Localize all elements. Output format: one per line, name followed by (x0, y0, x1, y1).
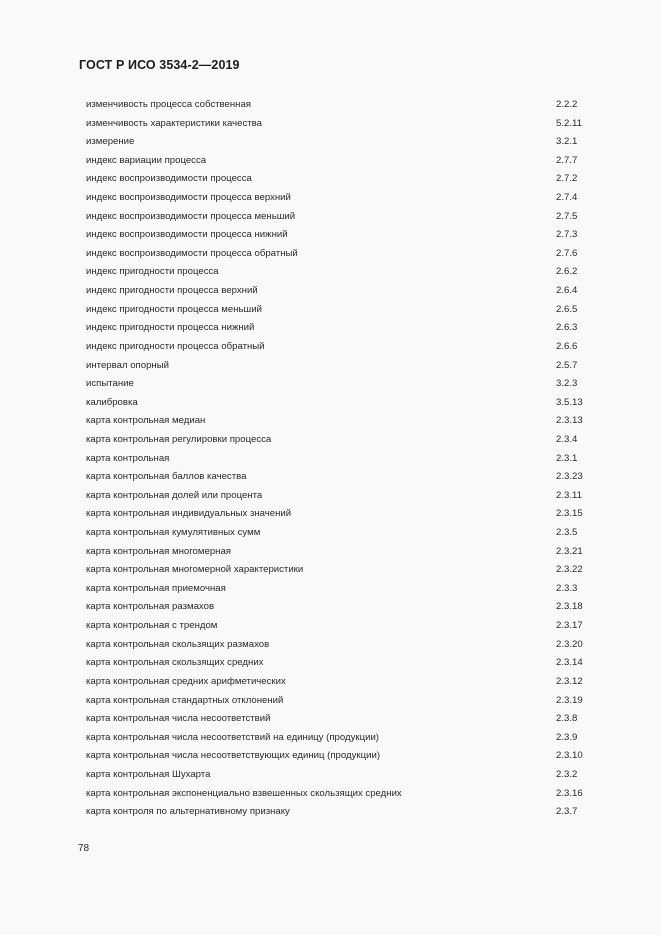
index-entry (0, 394, 661, 413)
index-reference: 2.7.3 (556, 229, 578, 241)
index-reference: 2.3.23 (556, 471, 583, 483)
index-reference: 2.3.1 (556, 452, 578, 464)
index-entry (0, 785, 661, 804)
index-entry (0, 692, 661, 711)
index-reference: 2.3.10 (556, 750, 583, 762)
index-reference: 2.7.4 (556, 192, 578, 204)
index-term: изменчивость характеристики качества (86, 117, 262, 129)
index-reference: 3.2.3 (556, 378, 578, 390)
index-term: индекс воспроизводимости процесса нижний (86, 229, 288, 241)
index-reference: 2.3.17 (556, 620, 583, 632)
index-entry (0, 450, 661, 469)
index-term: индекс пригодности процесса обратный (86, 340, 265, 352)
index-entry (0, 766, 661, 785)
index-term: карта контрольная многомерная (86, 545, 231, 557)
index-reference: 2.7.2 (556, 173, 578, 185)
index-term: калибровка (86, 396, 138, 408)
index-reference: 2.6.3 (556, 322, 578, 334)
index-reference: 5.2.11 (556, 117, 582, 129)
index-reference: 2.3.2 (556, 768, 578, 780)
index-term: карта контрольная приемочная (86, 582, 226, 594)
index-term: карта контрольная числа несоответствий (86, 713, 271, 725)
index-term: карта контрольная многомерной характеристики (86, 564, 304, 576)
document-header: ГОСТ Р ИСО 3534-2—2019 (79, 58, 240, 72)
index-entry (0, 505, 661, 524)
index-term: карта контрольная с трендом (86, 620, 218, 632)
index-reference: 2.3.7 (556, 806, 578, 818)
index-entry (0, 673, 661, 692)
index-entry (0, 208, 661, 227)
index-entry (0, 357, 661, 376)
index-term: карта контрольная числа несоответствий на единицу (продукции) (86, 731, 379, 743)
index-entry (0, 636, 661, 655)
index-term: карта контрольная медиан (86, 415, 206, 427)
index-reference: 2.6.5 (556, 303, 578, 315)
index-entry (0, 468, 661, 487)
index-term: карта контрольная числа несоответствующих единиц (продукции) (86, 750, 381, 762)
index-term: индекс пригодности процесса меньший (86, 303, 262, 315)
index-reference: 2.3.21 (556, 545, 583, 557)
index-entry (0, 133, 661, 152)
index-reference: 2.3.14 (556, 657, 583, 669)
index-term: карта контрольная скользящих средних (86, 657, 264, 669)
index-entry (0, 338, 661, 357)
index-reference: 2.3.20 (556, 638, 583, 650)
index-reference: 2.3.9 (556, 731, 578, 743)
index-reference: 3.5.13 (556, 396, 583, 408)
index-term: карта контрольная стандартных отклонений (86, 694, 284, 706)
index-entry (0, 543, 661, 562)
index-term: карта контрольная средних арифметических (86, 675, 286, 687)
index-entry (0, 487, 661, 506)
index-term: индекс пригодности процесса верхний (86, 285, 258, 297)
index-reference: 2.3.15 (556, 508, 583, 520)
index-reference: 2.6.2 (556, 266, 578, 278)
index-term: интервал опорный (86, 359, 169, 371)
index-entry (0, 803, 661, 822)
index-term: индекс пригодности процесса нижний (86, 322, 255, 334)
index-entry (0, 747, 661, 766)
index-reference: 2.3.13 (556, 415, 583, 427)
index-reference: 2.5.7 (556, 359, 578, 371)
index-reference: 2.3.4 (556, 433, 578, 445)
index-reference: 2.3.18 (556, 601, 583, 613)
index-entry (0, 580, 661, 599)
index-entry (0, 170, 661, 189)
index-reference: 2.3.12 (556, 675, 583, 687)
index-entry (0, 710, 661, 729)
index-reference: 2.3.22 (556, 564, 583, 576)
index-entry (0, 375, 661, 394)
index-term: карта контроля по альтернативному признаку (86, 806, 290, 818)
index-reference: 2.7.7 (556, 154, 578, 166)
index-reference: 2.3.16 (556, 787, 583, 799)
index-entry (0, 189, 661, 208)
index-entry (0, 319, 661, 338)
index-entry (0, 729, 661, 748)
index-entry (0, 412, 661, 431)
index-term: карта контрольная индивидуальных значений (86, 508, 292, 520)
index-entry (0, 263, 661, 282)
index-term: карта контрольная (86, 452, 170, 464)
alphabetical-index (0, 96, 661, 822)
index-term: индекс воспроизводимости процесса меньший (86, 210, 296, 222)
index-reference: 2.3.8 (556, 713, 578, 725)
index-reference: 2.3.11 (556, 489, 582, 501)
index-term: карта контрольная кумулятивных сумм (86, 527, 261, 539)
index-term: карта контрольная экспоненциально взвешенных скользящих средних (86, 787, 402, 799)
index-reference: 2.3.19 (556, 694, 583, 706)
index-entry (0, 96, 661, 115)
index-term: изменчивость процесса собственная (86, 99, 251, 110)
index-entry (0, 598, 661, 617)
index-reference: 2.3.5 (556, 527, 578, 539)
index-reference: 2.7.5 (556, 210, 578, 222)
index-reference: 2.6.4 (556, 285, 578, 297)
index-entry (0, 617, 661, 636)
index-entry (0, 301, 661, 320)
index-entry (0, 226, 661, 245)
index-term: карта контрольная долей или процента (86, 489, 263, 501)
page-number: 78 (78, 843, 90, 854)
index-reference: 3.2.1 (556, 136, 578, 148)
index-term: испытание (86, 378, 134, 390)
index-reference: 2.3.3 (556, 582, 578, 594)
index-entry (0, 654, 661, 673)
index-term: измерение (86, 136, 135, 148)
index-entry (0, 115, 661, 134)
index-entry (0, 431, 661, 450)
index-term: карта контрольная размахов (86, 601, 215, 613)
index-term: индекс воспроизводимости процесса (86, 173, 252, 185)
index-term: индекс пригодности процесса (86, 266, 219, 278)
index-term: индекс вариации процесса (86, 154, 207, 166)
index-term: карта контрольная регулировки процесса (86, 433, 272, 445)
index-entry (0, 561, 661, 580)
index-term: индекс воспроизводимости процесса обратный (86, 247, 298, 259)
index-reference: 2.6.6 (556, 340, 578, 352)
index-entry (0, 245, 661, 264)
index-reference: 2.2.2 (556, 99, 578, 110)
index-term: индекс воспроизводимости процесса верхний (86, 192, 291, 204)
index-term: карта контрольная Шухарта (86, 768, 211, 780)
index-entry (0, 524, 661, 543)
index-entry (0, 282, 661, 301)
index-entry (0, 152, 661, 171)
index-term: карта контрольная баллов качества (86, 471, 247, 483)
index-reference: 2.7.6 (556, 247, 578, 259)
index-term: карта контрольная скользящих размахов (86, 638, 270, 650)
